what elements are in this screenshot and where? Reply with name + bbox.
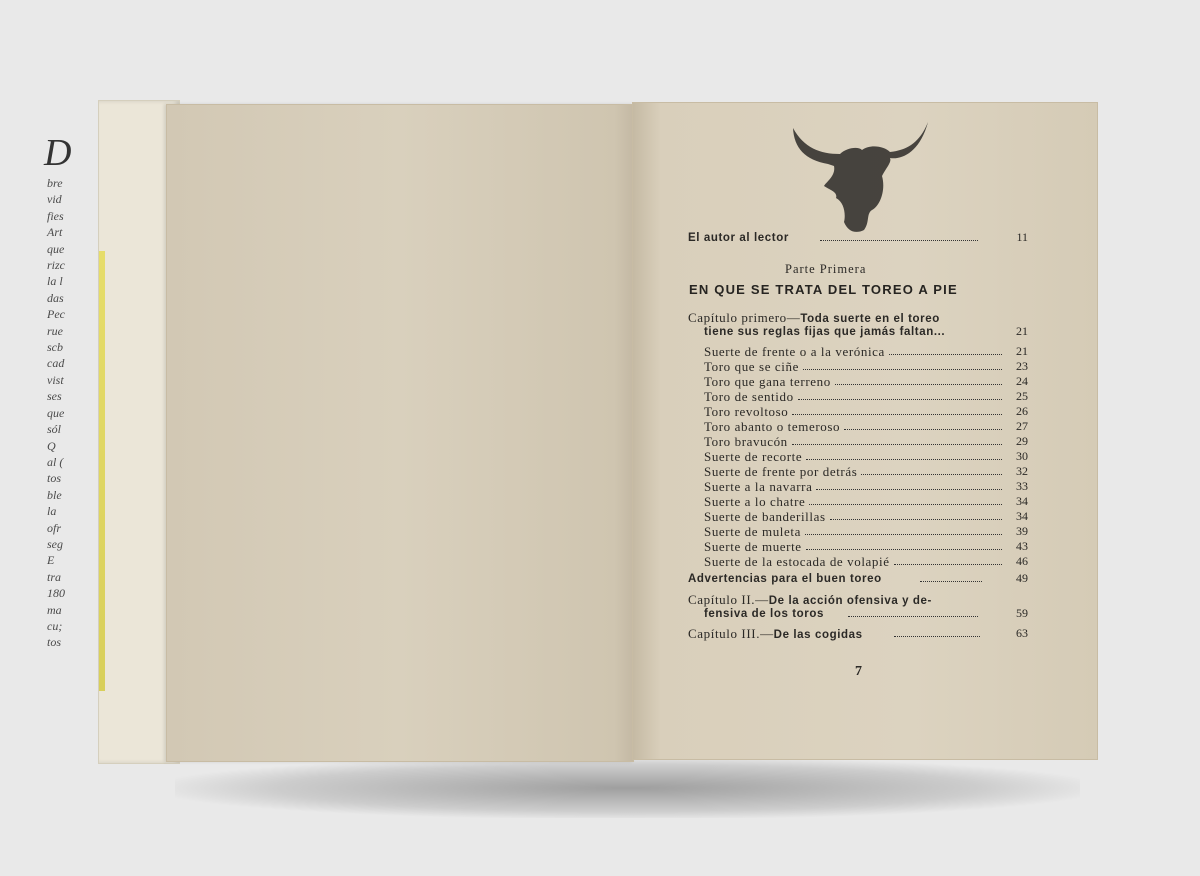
leader-dots (792, 408, 1002, 415)
cover-text-fragment: ses (47, 389, 62, 404)
leader-dots (861, 468, 1002, 475)
toc-page-number: 27 (1016, 419, 1028, 433)
bull-head-icon (790, 118, 930, 236)
cover-text-fragment: fies (47, 208, 64, 223)
toc-entry-label: Suerte de la estocada de volapié (704, 554, 890, 569)
part-label: Parte Primera (785, 262, 867, 276)
toc-entry (704, 524, 1028, 540)
cover-text-fragment: cad (47, 356, 65, 371)
cover-yellow-strip (99, 251, 105, 691)
leader-dots (805, 528, 1002, 535)
toc-entry-label: Suerte de banderillas (704, 509, 826, 524)
toc-entry (704, 389, 1028, 405)
toc-chapter1-line2 (704, 324, 1028, 340)
toc-page-number: 63 (1016, 626, 1028, 640)
cover-text-fragment: scb (47, 340, 63, 355)
leader-dots (816, 483, 1002, 490)
cover-text-fragment: 180 (47, 586, 65, 601)
toc-entry-label: Suerte a lo chatre (704, 494, 806, 509)
toc-page-number: 59 (1016, 606, 1028, 620)
toc-entry-label: Toro abanto o temeroso (704, 419, 841, 434)
toc-entry (704, 449, 1028, 465)
cover-text-fragment: sól (47, 422, 62, 437)
leader-dots (798, 393, 1002, 400)
toc-entry-label: Toro revoltoso (704, 404, 789, 419)
chapter-title-cont: tiene sus reglas fijas que jamás faltan... (704, 326, 946, 338)
chapter-title-cont: fensiva de los toros (704, 608, 825, 620)
table-of-contents (688, 230, 1028, 650)
toc-entry (704, 464, 1028, 480)
cover-text-fragment: vid (47, 192, 62, 207)
cover-text-fragment: das (47, 290, 64, 305)
toc-page-number: 39 (1016, 524, 1028, 538)
chapter-title: De las cogidas (773, 629, 863, 641)
toc-page-number: 49 (1016, 571, 1028, 585)
toc-entry-label: Suerte de frente o a la verónica (704, 344, 885, 359)
toc-page-number: 25 (1016, 389, 1028, 403)
leader-dots (920, 575, 982, 582)
cover-text-fragment: ma (47, 602, 62, 617)
cover-text-fragment: vist (47, 372, 64, 387)
toc-page-number: 23 (1016, 359, 1028, 373)
left-blank-page (166, 104, 634, 762)
toc-entry (704, 554, 1028, 570)
toc-chapter2-line2 (704, 606, 1028, 622)
chapter-prefix: Capítulo III.— (688, 626, 774, 641)
toc-entry (704, 419, 1028, 435)
toc-entry-label: Toro que se ciñe (704, 359, 799, 374)
leader-dots (830, 513, 1002, 520)
cover-text-fragment: E (47, 553, 55, 568)
toc-entry (704, 479, 1028, 495)
toc-entry-label: Toro bravucón (704, 434, 788, 449)
cover-text-fragment: al ( (47, 454, 64, 469)
toc-entry-label: Suerte de recorte (704, 449, 803, 464)
cover-text-fragment: que (47, 405, 65, 420)
toc-page-number: 33 (1016, 479, 1028, 493)
leader-dots (809, 498, 1002, 505)
leader-dots (806, 543, 1002, 550)
toc-entry (704, 404, 1028, 420)
leader-dots (835, 378, 1002, 385)
toc-page-number: 43 (1016, 539, 1028, 553)
leader-dots (894, 630, 980, 637)
book-shadow (175, 758, 1080, 818)
toc-chapter3 (688, 626, 1028, 643)
toc-page-number: 32 (1016, 464, 1028, 478)
toc-entry-label: Toro que gana terreno (704, 374, 831, 389)
toc-entry-label: El autor al lector (688, 232, 789, 244)
cover-text-fragment: rizc (47, 258, 65, 273)
page-number-folio: 7 (855, 664, 862, 679)
cover-text-fragment: que (47, 241, 65, 256)
leader-dots (803, 363, 1002, 370)
toc-page-number: 21 (1016, 324, 1028, 338)
toc-entry (704, 434, 1028, 450)
cover-text-fragment: tra (47, 569, 62, 584)
chapter-prefix: Capítulo primero— (688, 310, 801, 325)
cover-text-fragment: ble (47, 487, 62, 502)
leader-dots (844, 423, 1002, 430)
cover-text-fragment: cu; (47, 618, 63, 633)
toc-entry (704, 374, 1028, 390)
cover-text-fragment: Q (47, 438, 56, 453)
toc-entry-label: Suerte a la navarra (704, 479, 813, 494)
toc-entry (704, 494, 1028, 510)
toc-entry-label: Advertencias para el buen toreo (688, 573, 882, 585)
cover-text-fragment: la l (47, 274, 63, 289)
cover-text-fragment: seg (47, 536, 63, 551)
toc-page-number: 29 (1016, 434, 1028, 448)
cover-text-block (44, 132, 87, 651)
leader-dots (820, 234, 978, 241)
leader-dots (848, 610, 978, 617)
toc-entry-label: Suerte de frente por detrás (704, 464, 858, 479)
toc-page-number: 21 (1016, 344, 1028, 358)
cover-text-fragment: tos (47, 471, 62, 486)
leader-dots (894, 558, 1002, 565)
toc-entry-label: Suerte de muerte (704, 539, 802, 554)
leader-dots (806, 453, 1002, 460)
toc-entry (704, 539, 1028, 555)
toc-entry-advertencias (688, 571, 1028, 587)
toc-entry-label: Toro de sentido (704, 389, 794, 404)
cover-text-fragment: ofr (47, 520, 62, 535)
toc-page-number: 11 (1016, 230, 1028, 244)
toc-entry (704, 344, 1028, 360)
cover-text-fragment: la (47, 504, 57, 519)
cover-text-fragment: bre (47, 176, 63, 190)
chapter-title: Toda suerte en el toreo (800, 313, 940, 325)
chapter-prefix: Capítulo II.— (688, 592, 769, 607)
toc-page-number: 26 (1016, 404, 1028, 418)
cover-text-fragment: Art (47, 225, 63, 240)
toc-entry-preface (688, 230, 1028, 246)
part-title: EN QUE SE TRATA DEL TOREO A PIE (689, 282, 958, 297)
chapter-title: De la acción ofensiva y de- (768, 595, 932, 607)
leader-dots (889, 348, 1002, 355)
cover-text-fragment: rue (47, 323, 63, 338)
cover-text-fragment: Pec (47, 307, 65, 322)
toc-entry (704, 359, 1028, 375)
toc-entry (704, 509, 1028, 525)
toc-page-number: 30 (1016, 449, 1028, 463)
toc-page-number: 24 (1016, 374, 1028, 388)
cover-initial: D (44, 132, 72, 174)
cover-text-fragment: tos (47, 635, 62, 650)
toc-page-number: 46 (1016, 554, 1028, 568)
toc-entry-label: Suerte de muleta (704, 524, 801, 539)
toc-page-number: 34 (1016, 509, 1028, 523)
leader-dots (792, 438, 1002, 445)
toc-page-number: 34 (1016, 494, 1028, 508)
